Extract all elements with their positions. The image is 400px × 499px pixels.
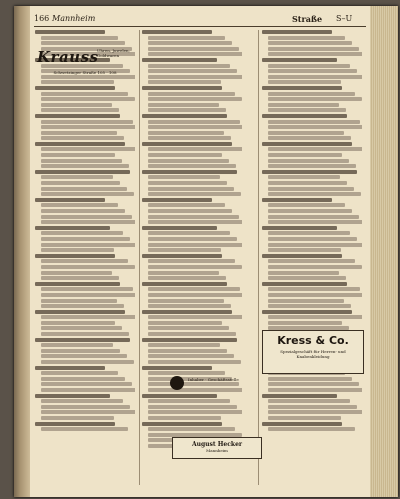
directory-column-2 — [142, 30, 242, 485]
ad-subtitle: Mannheim — [206, 448, 228, 453]
directory-entry-line — [41, 209, 125, 213]
directory-entry-line — [268, 304, 351, 308]
directory-entry-line — [148, 405, 237, 409]
directory-entry-line — [35, 114, 120, 118]
directory-entry-line — [148, 181, 227, 185]
directory-entry-line — [41, 192, 134, 196]
directory-entry-line — [41, 136, 124, 140]
directory-entry-line — [268, 220, 362, 224]
directory-entry-line — [262, 254, 342, 258]
directory-entry-line — [142, 86, 222, 90]
directory-entry-line — [41, 371, 118, 375]
directory-entry-line — [35, 226, 110, 230]
page-number: 166 — [34, 14, 50, 23]
directory-entry-line — [35, 422, 115, 426]
directory-entry-line — [41, 299, 117, 303]
directory-entry-line — [268, 416, 341, 420]
directory-entry-line — [41, 203, 118, 207]
directory-entry-line — [268, 259, 355, 263]
column-divider — [139, 30, 140, 485]
directory-entry-line — [148, 175, 220, 179]
directory-entry-line — [148, 243, 242, 247]
directory-entry-line — [148, 215, 239, 219]
directory-entry-line — [262, 226, 337, 230]
directory-entry-line — [41, 175, 113, 179]
directory-entry-line — [148, 80, 221, 84]
directory-entry-line — [148, 349, 227, 353]
directory-entry-line — [148, 293, 242, 297]
ad-brand-name: Kress & Co. — [277, 334, 349, 347]
directory-entry-line — [41, 360, 134, 364]
directory-entry-line — [148, 97, 242, 101]
directory-entry-line — [41, 108, 119, 112]
directory-entry-line — [262, 422, 342, 426]
directory-entry-line — [268, 410, 362, 414]
directory-entry-line — [148, 209, 232, 213]
directory-entry-line — [268, 136, 351, 140]
directory-entry-line — [148, 410, 242, 414]
directory-entry-line — [35, 86, 115, 90]
directory-entry-line — [148, 164, 236, 168]
directory-entry-line — [268, 271, 339, 275]
directory-entry-line — [268, 52, 362, 56]
directory-entry-line — [41, 92, 128, 96]
directory-entry-line — [268, 388, 362, 392]
advertisement-kress — [262, 330, 364, 374]
directory-entry-line — [262, 394, 337, 398]
directory-entry-line — [41, 231, 123, 235]
directory-entry-line — [41, 125, 135, 129]
directory-entry-line — [41, 131, 117, 135]
directory-entry-line — [148, 299, 224, 303]
directory-entry-line — [268, 108, 346, 112]
directory-entry-line — [41, 237, 130, 241]
directory-entry-line — [148, 136, 231, 140]
directory-entry-line — [268, 187, 354, 191]
directory-column-3 — [262, 30, 362, 485]
directory-entry-line — [148, 103, 219, 107]
section-title: Mannheim — [52, 14, 96, 23]
directory-entry-line — [148, 47, 239, 51]
directory-entry-line — [268, 243, 362, 247]
directory-entry-line — [268, 321, 342, 325]
directory-entry-line — [35, 338, 130, 342]
directory-entry-line — [268, 80, 341, 84]
directory-entry-line — [148, 187, 234, 191]
directory-entry-line — [41, 332, 129, 336]
directory-entry-line — [268, 237, 357, 241]
directory-entry-line — [268, 248, 341, 252]
directory-entry-line — [268, 315, 362, 319]
directory-entry-line — [148, 416, 221, 420]
directory-entry-line — [41, 103, 112, 107]
directory-entry-line — [41, 276, 119, 280]
directory-entry-line — [268, 75, 362, 79]
directory-entry-line — [142, 310, 232, 314]
directory-entry-line — [268, 427, 355, 431]
directory-entry-line — [148, 271, 219, 275]
directory-entry-line — [41, 153, 115, 157]
directory-entry-line — [268, 164, 356, 168]
directory-entry-line — [268, 399, 350, 403]
advertisement-krauss — [35, 46, 135, 84]
directory-entry-line — [268, 36, 345, 40]
directory-entry-line — [41, 120, 133, 124]
directory-entry-line — [262, 142, 352, 146]
book-binding — [14, 6, 30, 497]
directory-entry-line — [142, 226, 217, 230]
directory-entry-line — [262, 282, 347, 286]
advertisement-hecker — [172, 437, 262, 459]
directory-entry-line — [41, 265, 135, 269]
directory-entry-line — [268, 153, 342, 157]
directory-entry-line — [268, 215, 359, 219]
directory-entry-line — [142, 58, 217, 62]
ad-tagline: Uhren, Juwelen, Goldwaren — [97, 48, 130, 58]
directory-entry-line — [41, 399, 123, 403]
header-rule — [34, 26, 366, 27]
directory-entry-line — [262, 58, 337, 62]
directory-entry-line — [35, 254, 115, 258]
directory-entry-line — [148, 304, 231, 308]
directory-entry-line — [268, 299, 344, 303]
directory-entry-line — [41, 354, 127, 358]
directory-entry-line — [41, 147, 135, 151]
directory-entry-line — [41, 427, 128, 431]
directory-entry-line — [35, 366, 105, 370]
directory-entry-line — [268, 64, 350, 68]
directory-entry-line — [268, 265, 362, 269]
directory-entry-line — [148, 92, 235, 96]
directory-entry-line — [41, 382, 132, 386]
directory-entry-line — [142, 114, 227, 118]
directory-entry-line — [142, 30, 212, 34]
directory-entry-line — [35, 310, 125, 314]
directory-entry-line — [41, 287, 133, 291]
directory-entry-line — [142, 282, 227, 286]
directory-entry-line — [148, 276, 226, 280]
directory-entry-line — [148, 237, 237, 241]
directory-entry-line — [262, 170, 357, 174]
directory-entry-line — [41, 321, 115, 325]
directory-entry-line — [142, 170, 237, 174]
directory-entry-line — [268, 131, 344, 135]
directory-entry-line — [268, 92, 355, 96]
alphabet-range: S–U — [336, 14, 353, 23]
directory-entry-line — [35, 394, 110, 398]
ad-subtitle: Spezialgeschäft für Herren- und Knabenkleidung — [280, 349, 346, 359]
directory-entry-line — [41, 271, 112, 275]
ad-address: Schwetzinger Straße 105 · 108 — [53, 70, 117, 75]
directory-entry-line — [142, 366, 212, 370]
directory-entry-line — [268, 120, 360, 124]
directory-entry-line — [148, 399, 230, 403]
directory-entry-line — [148, 75, 242, 79]
directory-entry-line — [268, 382, 359, 386]
directory-entry-line — [148, 52, 242, 56]
directory-entry-line — [41, 377, 125, 381]
directory-entry-line — [148, 231, 230, 235]
directory-entry-line — [262, 86, 342, 90]
directory-entry-line — [41, 388, 135, 392]
directory-entry-line — [148, 427, 235, 431]
directory-entry-line — [262, 310, 352, 314]
directory-entry-line — [268, 147, 362, 151]
advertisement-logo — [170, 374, 260, 394]
directory-entry-line — [41, 343, 113, 347]
directory-entry-line — [268, 209, 352, 213]
directory-column-1 — [35, 30, 135, 485]
directory-entry-line — [41, 293, 135, 297]
directory-entry-line — [148, 360, 241, 364]
directory-entry-line — [268, 377, 352, 381]
directory-entry-line — [148, 203, 225, 207]
directory-entry-line — [148, 41, 232, 45]
directory-entry-line — [142, 422, 222, 426]
ad-brand-name: August Hecker — [191, 441, 243, 448]
directory-entry-line — [268, 181, 347, 185]
directory-entry-line — [268, 203, 345, 207]
directory-entry-line — [148, 326, 229, 330]
directory-entry-line — [268, 159, 349, 163]
directory-entry-line — [148, 64, 230, 68]
directory-entry-line — [268, 287, 360, 291]
directory-entry-line — [268, 405, 357, 409]
directory-entry-line — [142, 338, 237, 342]
directory-entry-line — [268, 175, 340, 179]
street-heading: Straße — [292, 14, 323, 24]
directory-entry-line — [268, 41, 352, 45]
directory-entry-line — [148, 248, 221, 252]
logo-mark-icon — [170, 376, 184, 390]
directory-entry-line — [148, 108, 226, 112]
directory-entry-line — [41, 405, 130, 409]
directory-entry-line — [262, 114, 347, 118]
directory-entry-line — [148, 321, 222, 325]
directory-entry-line — [148, 287, 240, 291]
directory-entry-line — [268, 192, 361, 196]
directory-entry-line — [268, 293, 362, 297]
directory-entry-line — [41, 349, 120, 353]
page-header — [34, 14, 366, 26]
column-divider — [258, 30, 259, 485]
ad-text: Inhaber · Geschäftsstelle — [188, 377, 239, 382]
directory-entry-line — [148, 315, 242, 319]
directory-entry-line — [41, 410, 135, 414]
directory-entry-line — [41, 416, 114, 420]
directory-entry-line — [268, 125, 362, 129]
directory-entry-line — [41, 243, 135, 247]
directory-entry-line — [268, 276, 346, 280]
directory-entry-line — [35, 170, 130, 174]
directory-entry-line — [41, 187, 127, 191]
directory-entry-line — [41, 220, 135, 224]
directory-entry-line — [148, 259, 235, 263]
directory-entry-line — [268, 47, 359, 51]
directory-entry-line — [148, 343, 220, 347]
directory-entry-line — [148, 192, 241, 196]
directory-entry-line — [41, 97, 135, 101]
directory-entry-line — [35, 30, 105, 34]
directory-entry-line — [268, 97, 362, 101]
directory-entry-line — [148, 332, 236, 336]
directory-entry-line — [41, 315, 135, 319]
directory-entry-line — [142, 198, 212, 202]
directory-entry-line — [148, 131, 224, 135]
directory-entry-line — [142, 254, 222, 258]
directory-entry-line — [262, 198, 332, 202]
page-edges — [370, 6, 398, 497]
directory-entry-line — [41, 159, 122, 163]
directory-entry-line — [41, 164, 129, 168]
directory-entry-line — [41, 36, 118, 40]
ad-brand-name: Krauss — [37, 48, 99, 66]
directory-entry-line — [148, 69, 237, 73]
directory-entry-line — [148, 159, 229, 163]
directory-entry-line — [148, 147, 242, 151]
directory-entry-line — [268, 103, 339, 107]
directory-entry-line — [41, 215, 132, 219]
directory-entry-line — [41, 304, 124, 308]
directory-entry-line — [148, 125, 242, 129]
directory-entry-line — [41, 259, 128, 263]
directory-entry-line — [262, 30, 332, 34]
directory-entry-line — [41, 181, 120, 185]
directory-entry-line — [142, 142, 232, 146]
directory-entry-line — [268, 231, 350, 235]
directory-entry-line — [41, 248, 114, 252]
directory-entry-line — [148, 265, 242, 269]
directory-entry-line — [35, 142, 125, 146]
directory-entry-line — [41, 326, 122, 330]
directory-entry-line — [268, 69, 357, 73]
directory-entry-line — [142, 394, 217, 398]
directory-entry-line — [35, 198, 105, 202]
directory-entry-line — [148, 354, 234, 358]
directory-entry-line — [148, 220, 242, 224]
directory-entry-line — [148, 36, 225, 40]
directory-entry-line — [35, 282, 120, 286]
directory-entry-line — [148, 120, 240, 124]
directory-entry-line — [41, 41, 125, 45]
directory-entry-line — [148, 153, 222, 157]
